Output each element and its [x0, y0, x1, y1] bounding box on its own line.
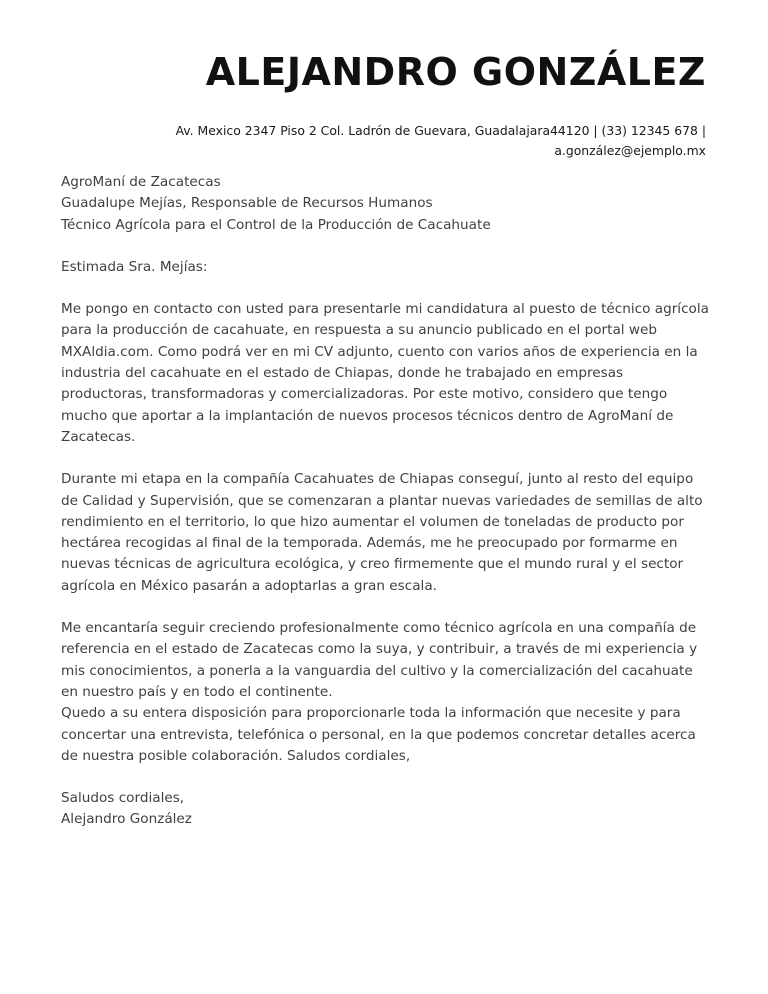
contact-email: a.gonzález@ejemplo.mx [554, 143, 706, 158]
recipient-block [61, 172, 711, 236]
recipient-position: Técnico Agrícola para el Control de la Producción de Cacahuate [61, 216, 491, 233]
recipient-company: AgroManí de Zacatecas [61, 174, 221, 190]
body-paragraph-2: Durante mi etapa en la compañía Cacahuates de Chiapas conseguí, junto al resto del equipo de Calidad y Supervisión, que se comenzaran a plantar nuevas variedades de semillas de alto rendimiento en el territorio, lo que hizo aumentar el volumen de toneladas de producto por hectárea recogidas al final de la temporada. Además, me he preocupado por formarme en nuevas técnicas de agricultura ecológica, y creo firmemente que el mundo rural y el sector agrícola en México pasarán a adoptarlas a gran escala. [61, 471, 703, 594]
body-paragraph-3: Me encantaría seguir creciendo profesionalmente como técnico agrícola en una compañía de referencia en el estado de Zacatecas como la suya, y contribuir, a través de mi experiencia y mis conocimientos, a ponerla a la vanguardia del cultivo y la comercialización del cacahuate en nuestro país y en todo el continente. [61, 620, 698, 700]
recipient-contact: Guadalupe Mejías, Responsable de Recursos Humanos [61, 195, 433, 212]
letter-content [61, 172, 711, 831]
body-paragraph-1: Me pongo en contacto con usted para presentarle mi candidatura al puesto de técnico agrícola para la producción de cacahuate, en respuesta a su anuncio publicado en el portal web MXAldia.com. Como podrá ver en mi CV adjunto, cuento con varios años de experiencia en la industria del cacahuate en el estado de Chiapas, donde he trabajado en empresas productoras, transformadoras y comercializadoras. Por este motivo, considero que tengo mucho que aportar a la implantación de nuevos procesos técnicos dentro de AgroManí de Zacatecas. [61, 301, 709, 445]
contact-block [146, 121, 706, 161]
body-paragraph-4: Quedo a su entera disposición para proporcionarle toda la información que necesite y para concertar una entrevista, telefónica o personal, en la que podemos concretar detalles acerca de nuestra posible colaboración. Saludos cordiales, [61, 705, 696, 764]
closing-valediction: Saludos cordiales, [61, 790, 185, 807]
contact-address-phone: Av. Mexico 2347 Piso 2 Col. Ladrón de Guevara, Guadalajara44120 | (33) 12345 678 | [175, 123, 706, 138]
closing-block [61, 788, 711, 831]
closing-signature: Alejandro González [61, 811, 192, 828]
salutation: Estimada Sra. Mejías: [61, 258, 208, 275]
applicant-name: ALEJANDRO GONZÁLEZ [205, 50, 706, 94]
